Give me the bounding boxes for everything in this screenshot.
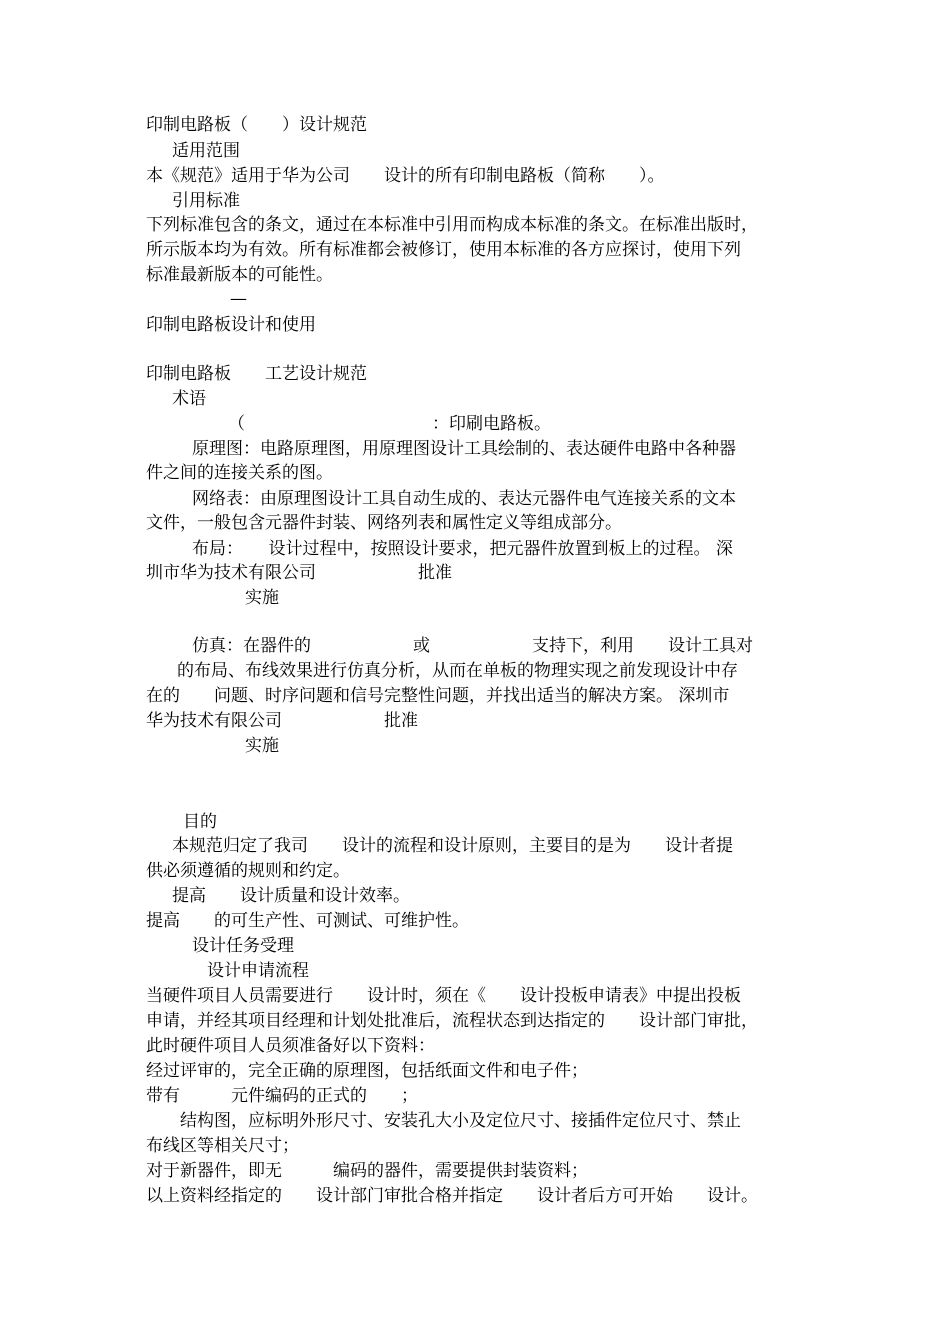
requirement-item: 经过评审的，完全正确的原理图，包括纸面文件和电子件； (146, 1061, 588, 1081)
refs-text-line: 标准最新版本的可能性。 (146, 265, 333, 285)
apply-text-line: 此时硬件项目人员须准备好以下资料： (146, 1036, 435, 1056)
purpose-text-line: 本规范归定了我司 设计的流程和设计原则，主要目的是为 设计者提 (172, 836, 733, 856)
term-layout-line: 布局： 设计过程中，按照设计要求，把元器件放置到板上的过程。 深 (192, 539, 733, 559)
term-simulation-line: 在的 问题、时序问题和信号完整性问题，并找出适当的解决方案。 深圳市 (146, 686, 730, 706)
task-heading: 设计任务受理 (192, 936, 294, 956)
scope-text: 本《规范》适用于华为公司 设计的所有印制电路板（简称 ）。 (146, 166, 665, 186)
terms-heading: 术语 (172, 389, 206, 409)
implement-label: 实施 (245, 588, 279, 608)
term-simulation-line: 的布局、布线效果进行仿真分析，从而在单板的物理实现之前发现设计中存 (177, 661, 738, 681)
term-schematic-line: 原理图：电路原理图，用原理图设计工具绘制的、表达硬件电路中各种器 (192, 439, 736, 459)
reference-standard-2: 印制电路板 工艺设计规范 (146, 364, 367, 384)
requirement-item: 带有 元件编码的正式的 ； (146, 1086, 418, 1106)
requirement-item: 对于新器件，即无 编码的器件，需要提供封装资料； (146, 1161, 588, 1181)
refs-text-line: 下列标准包含的条文，通过在本标准中引用而构成本标准的条文。在标准出版时， (146, 215, 758, 235)
refs-heading: 引用标准 (172, 191, 240, 211)
refs-text-line: 所示版本均为有效。所有标准都会被修订，使用本标准的各方应探讨，使用下列 (146, 240, 741, 260)
term-pcb: （ ：印刷电路板。 (228, 414, 551, 434)
reference-standard-1: 印制电路板设计和使用 (146, 315, 316, 335)
term-layout-line: 圳市华为技术有限公司 批准 (146, 563, 452, 583)
apply-text-line: 当硬件项目人员需要进行 设计时，须在《 设计投板申请表》中提出投板 (146, 986, 741, 1006)
requirement-item: 结构图，应标明外形尺寸、安装孔大小及定位尺寸、接插件定位尺寸、禁止 (180, 1111, 741, 1131)
purpose-item: 提高 的可生产性、可测试、可维护性。 (146, 911, 469, 931)
closing-text: 以上资料经指定的 设计部门审批合格并指定 设计者后方可开始 设计。 (146, 1186, 758, 1206)
implement-label: 实施 (245, 736, 279, 756)
apply-heading: 设计申请流程 (207, 961, 309, 981)
term-netlist-line: 网络表：由原理图设计工具自动生成的、表达元器件电气连接关系的文本 (192, 489, 736, 509)
dash-separator: — (230, 289, 247, 309)
term-schematic-line: 件之间的连接关系的图。 (146, 463, 333, 483)
term-simulation-line: 华为技术有限公司 批准 (146, 711, 418, 731)
document-title: 印制电路板（ ）设计规范 (146, 115, 367, 135)
purpose-item: 提高 设计质量和设计效率。 (172, 886, 410, 906)
apply-text-line: 申请，并经其项目经理和计划处批准后，流程状态到达指定的 设计部门审批， (146, 1011, 758, 1031)
scope-heading: 适用范围 (172, 141, 240, 161)
requirement-item: 布线区等相关尺寸； (146, 1136, 299, 1156)
term-simulation-line: 仿真：在器件的 或 支持下，利用 设计工具对 (192, 636, 753, 656)
purpose-heading: 目的 (183, 812, 217, 832)
term-netlist-line: 文件，一般包含元器件封装、网络列表和属性定义等组成部分。 (146, 513, 622, 533)
purpose-text-line: 供必须遵循的规则和约定。 (146, 861, 350, 881)
